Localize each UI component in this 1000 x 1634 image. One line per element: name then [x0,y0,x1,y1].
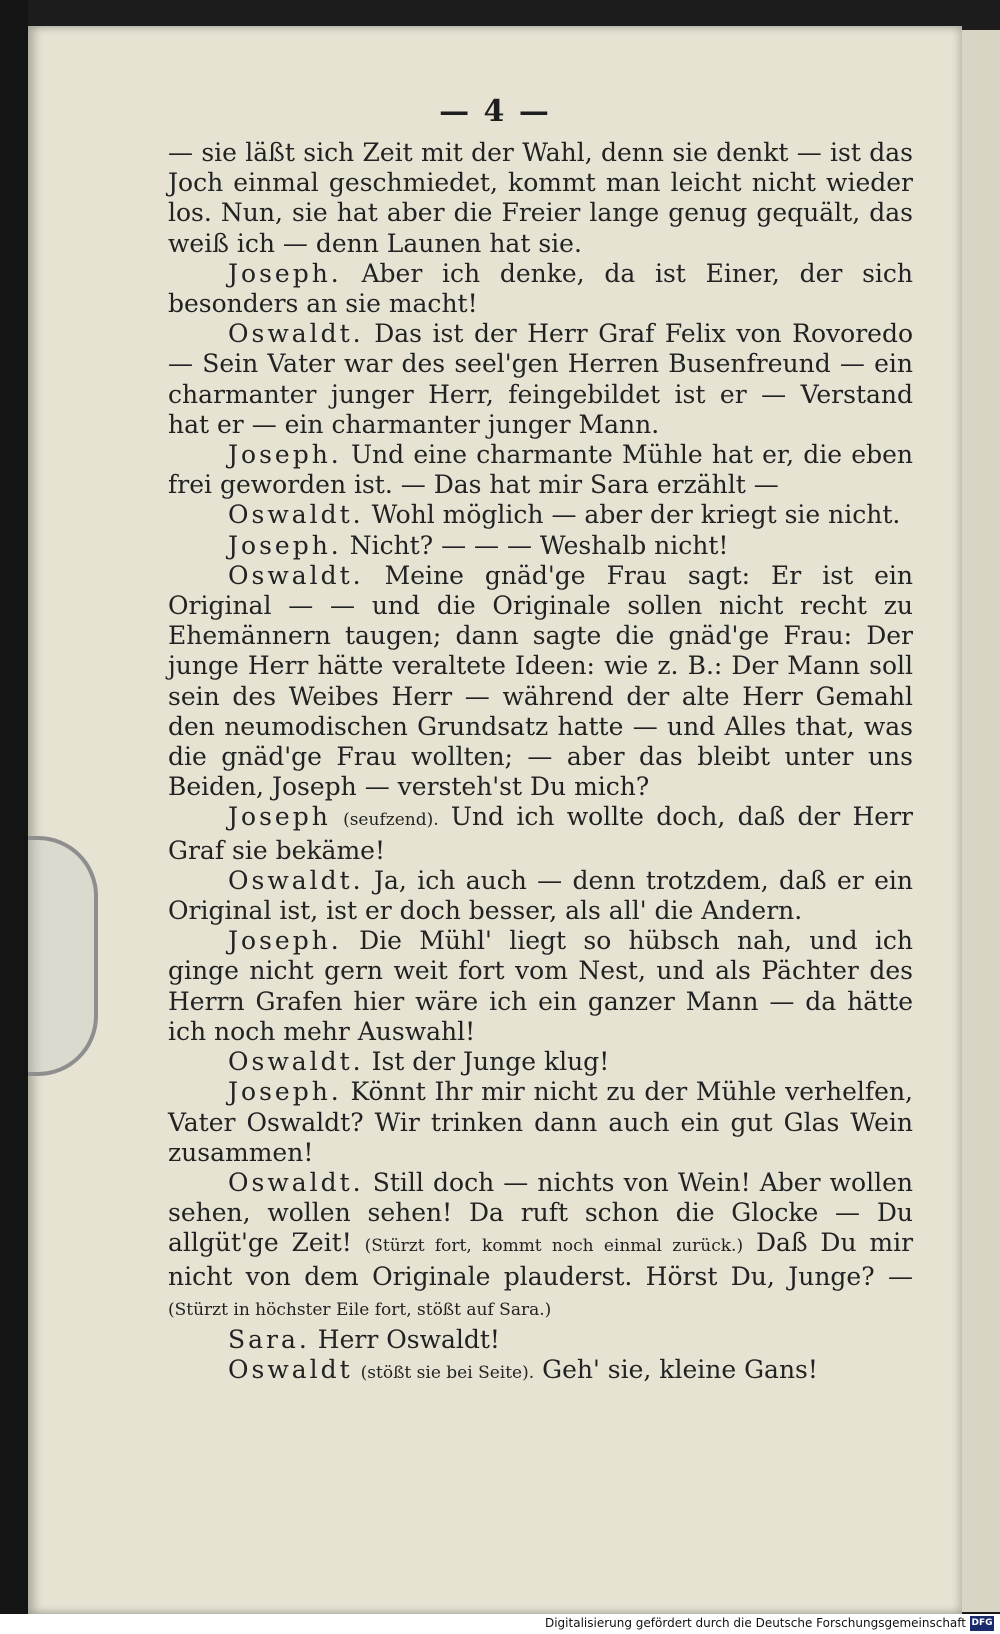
page-number: — 4 — [439,94,551,129]
stage-direction: (seufzend). [343,810,439,831]
stage-direction: (Stürzt fort, kommt noch einmal zurück.) [364,1236,744,1257]
speaker: Oswaldt. [228,560,364,590]
paragraph: Oswaldt. Das ist der Herr Graf Felix von Rovoredo — Sein Vater war des seel'gen Herren Busenfreund — ein charmanter junger Herr, feingebildet ist er — Verstand hat er — ein charmanter junger Mann. [168,319,914,439]
paragraph: Joseph. Könnt Ihr mir nicht zu der Mühle verhelfen, Vater Oswaldt? Wir trinken dann auch ein gut Glas Wein zusammen! [168,1077,913,1167]
speaker: Joseph. [228,258,342,288]
page-text [168,138,913,1388]
speaker: Joseph. [228,530,342,560]
paragraph: Sara. Herr Oswaldt! [228,1324,500,1354]
next-page-edge [962,30,1000,1612]
paragraph: Oswaldt. Ja, ich auch — denn trotzdem, daß er ein Original ist, ist er doch besser, als all' die Andern. [168,865,913,926]
binding-clip [28,836,98,1076]
speaker: Oswaldt. [228,500,364,530]
speaker: Oswaldt [228,1355,353,1385]
speaker: Joseph. [228,440,342,470]
dfg-logo: DFG [970,1616,994,1631]
paragraph: Joseph. Und eine charmante Mühle hat er, die eben frei geworden ist. — Das hat mir Sara erzählt — [168,440,914,500]
paragraph: Joseph. Nicht? — — — Weshalb nicht! [228,530,729,560]
speaker: Joseph. [228,1077,342,1107]
paragraph: Joseph. Die Mühl' liegt so hübsch nah, und ich ginge nicht gern weit fort vom Nest, und als Pächter des Herrn Grafen hier wäre ich ein ganzer Mann — da hätte ich noch mehr Auswahl! [168,926,914,1046]
speaker: Joseph. [228,926,342,956]
paragraph: Oswaldt. Ist der Junge klug! [228,1047,610,1077]
speaker: Sara. [228,1324,310,1354]
digitization-footer [0,1614,1000,1634]
scan-background-left [0,0,28,1634]
book-page [28,26,962,1614]
speaker: Oswaldt. [228,1047,364,1077]
speaker: Oswaldt. [228,1167,364,1197]
stage-direction: (Stürzt in höchster Eile fort, stößt auf Sara.) [168,1299,552,1320]
speaker: Oswaldt. [228,319,364,349]
paragraph: Oswaldt (stößt sie bei Seite). Geh' sie, kleine Gans! [228,1355,818,1385]
paragraph: Joseph (seufzend). Und ich wollte doch, daß der Herr Graf sie bekäme! [168,802,913,865]
paragraph: Oswaldt. Meine gnäd'ge Frau sagt: Er ist ein Original — — und die Originale sollen nicht recht zu Ehemännern taugen; dann sagte die gnäd'ge Frau: Der junge Herr hätte veraltete Ideen: wie z. B.: Der Mann soll sein des Weibes Herr — während der alte Herr Gemahl den neumodischen Grundsatz hatte — und Alles that, was die gnäd'ge Frau wollten; — aber das bleibt unter uns Beiden, Joseph — versteh'st Du mich? [168,560,914,802]
stage-direction: (stößt sie bei Seite). [360,1363,535,1384]
footer-credit: Digitalisierung gefördert durch die Deutsche Forschungsgemeinschaft [544,1616,966,1630]
speaker: Oswaldt. [228,865,364,895]
paragraph: Oswaldt. Still doch — nichts von Wein! Aber wollen sehen, wollen sehen! Da ruft schon die Glocke — Du allgüt'ge Zeit! (Stürzt fort, kommt noch einmal zurück.) Daß Du mir nicht von dem Originale plauderst. Hörst Du, Junge? — (Stürzt in höchster Eile fort, stößt auf Sara.) [168,1167,914,1320]
paragraph: Oswaldt. Wohl möglich — aber der kriegt sie nicht. [228,500,901,530]
paragraph: — sie läßt sich Zeit mit der Wahl, denn sie denkt — ist das Joch einmal geschmiedet, kommt man leicht nicht wieder los. Nun, sie hat aber die Freier lange genug gequält, das weiß ich — denn Launen hat sie. [168,138,913,258]
paragraph: Joseph. Aber ich denke, da ist Einer, der sich besonders an sie macht! [168,258,913,319]
speaker: Joseph [228,802,331,832]
